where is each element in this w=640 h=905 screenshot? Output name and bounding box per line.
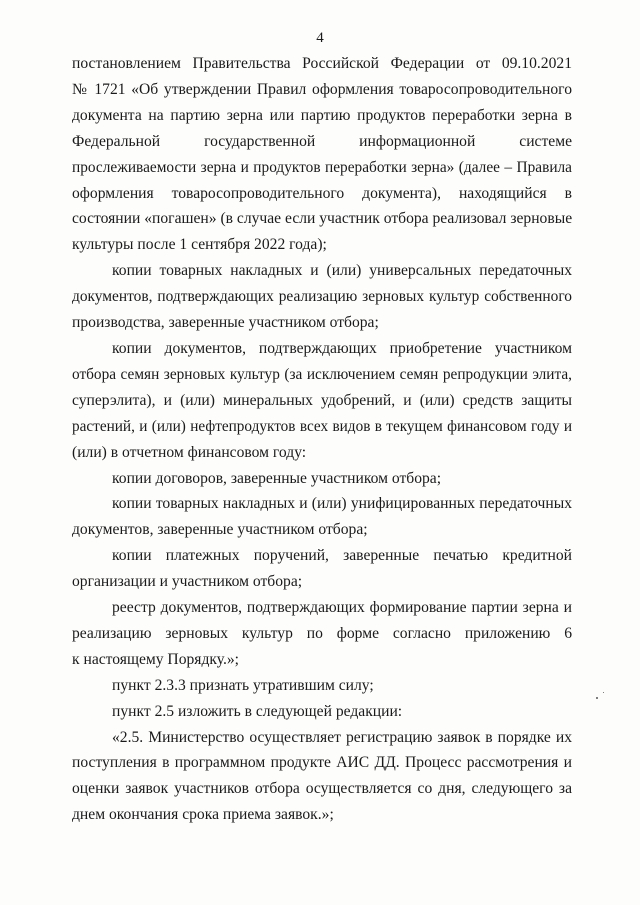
paragraph-purchase-docs [72, 336, 572, 466]
text-line: документов, заверенные участником отбора; [72, 521, 368, 539]
text-line: документов, подтверждающих реализацию зерновых культур собственного [72, 288, 572, 306]
text-line: копии товарных накладных и (или) унифицированных передаточных [112, 495, 572, 513]
text-line: реализацию зерновых культур по форме согласно приложению 6 [72, 624, 572, 642]
text-line: копии товарных накладных и (или) универсальных передаточных [112, 262, 572, 280]
text-line: к настоящему Порядку.»; [72, 650, 240, 668]
paragraph-transfer-docs [72, 491, 572, 543]
text-line: оценки заявок участников отбора осуществляется со дня, следующего за [72, 780, 572, 798]
paragraph-item-2-5 [72, 725, 572, 829]
text-line: (или) в отчетном финансовом году: [72, 443, 307, 461]
paragraph-payment-orders [72, 543, 572, 595]
text-line: растений, и (или) нефтепродуктов всех видов в текущем финансовом году и [72, 417, 572, 435]
paragraph-item-2-5-intro [72, 699, 572, 725]
text-line: поступления в программном продукте АИС ДД. Процесс рассмотрения и [72, 754, 572, 772]
paragraph-item-2-3-3 [72, 673, 572, 699]
page-number: 4 [316, 30, 324, 46]
text-line: пункт 2.5 изложить в следующей редакции: [112, 702, 403, 720]
text-line: культуры после 1 сентября 2022 года); [72, 236, 327, 254]
text-line: копии платежных поручений, заверенные печатью кредитной [112, 547, 572, 565]
text-line: организации и участником отбора; [72, 573, 303, 591]
text-line: документа на партию зерна или партию продуктов переработки зерна в [72, 106, 572, 124]
text-line: оформления товаросопроводительного документа), находящийся в [72, 184, 572, 202]
text-line: состоянии «погашен» (в случае если участник отбора реализовал зерновые [72, 210, 573, 228]
scan-speck [596, 697, 598, 699]
paragraph-waybills [72, 258, 572, 336]
text-line: прослеживаемости зерна и продуктов переработки зерна» (далее – Правила [72, 158, 572, 176]
paragraph-registry [72, 595, 572, 673]
text-line: постановлением Правительства Российской Федерации от 09.10.2021 [72, 55, 572, 72]
paragraph-contracts [72, 466, 572, 492]
scan-speck [603, 692, 604, 693]
text-line: отбора семян зерновых культур (за исключением семян репродукции элита, [72, 365, 572, 383]
text-line: производства, заверенные участником отбора; [72, 314, 379, 332]
text-line: копии договоров, заверенные участником отбора; [112, 469, 442, 487]
document-body [72, 51, 572, 828]
text-line: днем окончания срока приема заявок.»; [72, 806, 334, 824]
text-line: № 1721 «Об утверждении Правил оформления товаросопроводительного [72, 80, 572, 98]
text-line: «2.5. Министерство осуществляет регистрацию заявок в порядке их [112, 728, 572, 746]
paragraph-continuation [72, 51, 572, 258]
text-line: суперэлита), и (или) минеральных удобрений, и (или) средств защиты [72, 391, 572, 409]
text-line: копии документов, подтверждающих приобретение участником [112, 339, 572, 357]
text-line: Федеральной государственной информационной системе [72, 132, 572, 150]
text-line: реестр документов, подтверждающих формирование партии зерна и [112, 599, 572, 617]
text-line: пункт 2.3.3 признать утратившим силу; [112, 676, 374, 694]
